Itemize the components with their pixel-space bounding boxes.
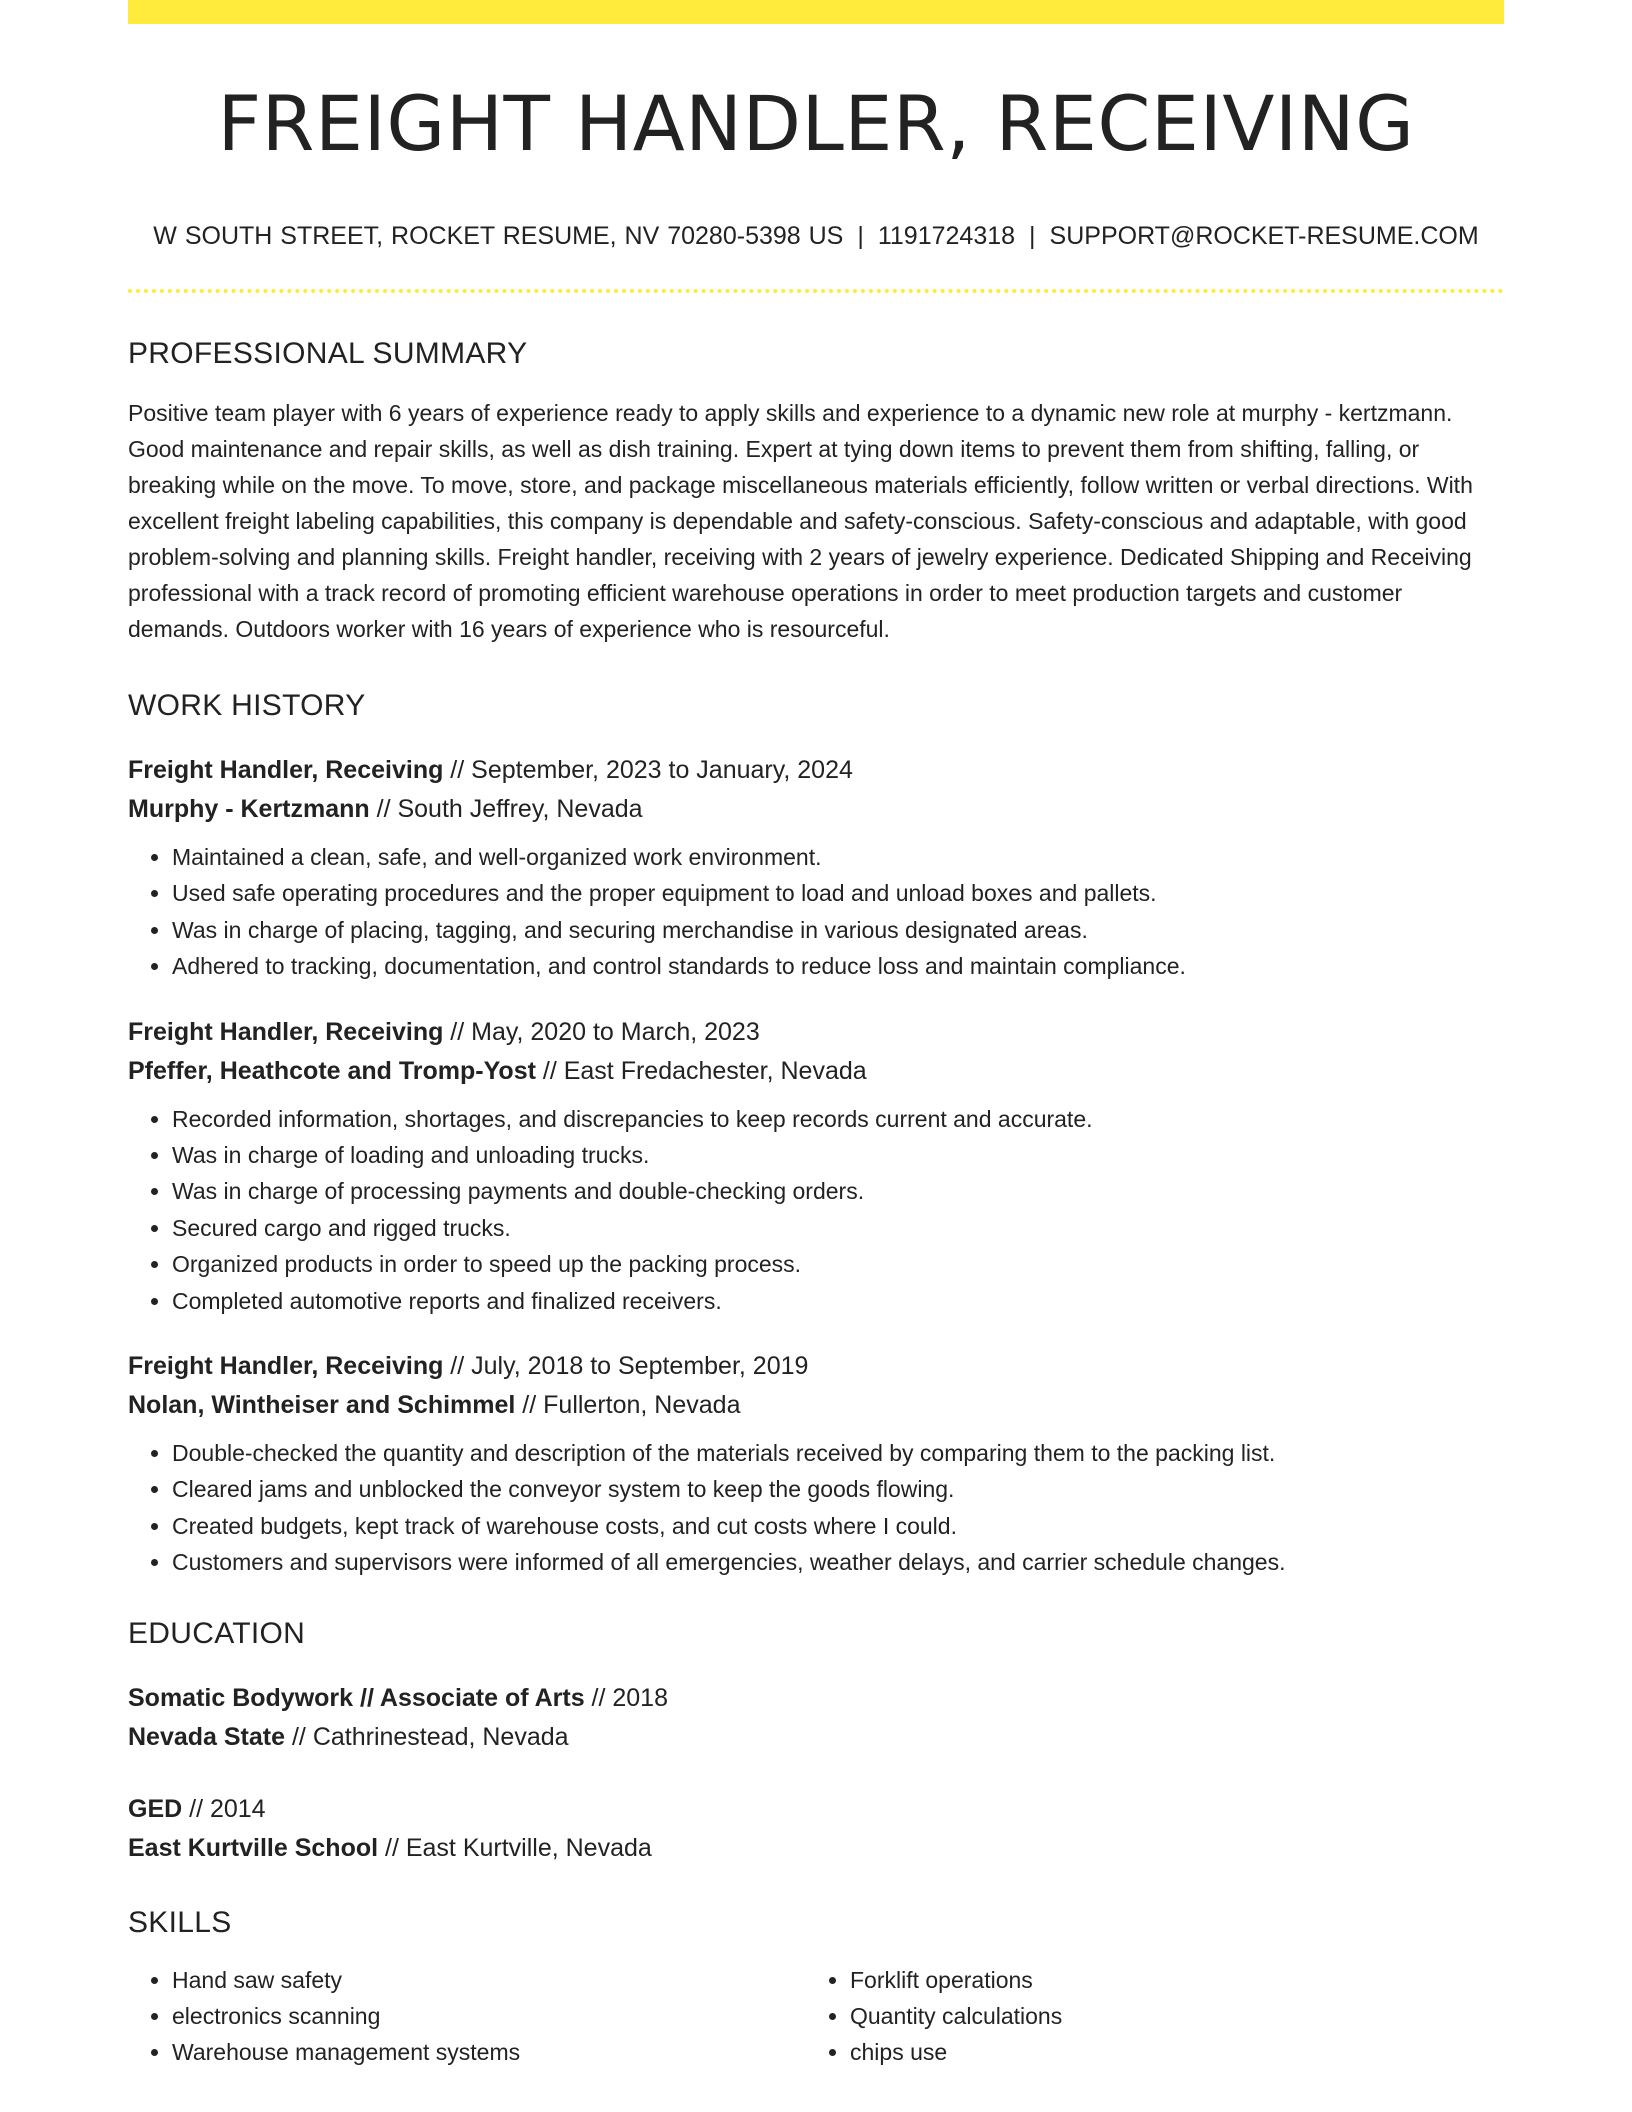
job-company: Nolan, Wintheiser and Schimmel [128,1391,516,1420]
job-role: Freight Handler, Receiving [128,1017,444,1046]
job-company-line [128,790,1504,829]
job-dates: // May, 2020 to March, 2023 [443,1017,760,1046]
job-bullets [128,1435,1504,1581]
job-location: // East Fredachester, Nevada [535,1056,867,1085]
education-location: // East Kurtville, Nevada [378,1833,652,1862]
contact-separator: | [857,222,864,250]
list-item: • electronics scanning [172,1998,806,2034]
education-degree: GED [128,1794,183,1823]
list-item: • Completed automotive reports and finalized receivers. [172,1283,1504,1319]
education-entry [128,1679,1504,1757]
contact-email: SUPPORT@ROCKET-RESUME.COM [1049,222,1479,250]
dotted-divider [128,289,1504,293]
skills-columns [128,1962,1504,2070]
job-location: // South Jeffrey, Nevada [369,795,643,823]
job-company-line [128,1052,1504,1091]
section-title-summary: PROFESSIONAL SUMMARY [128,337,528,370]
list-item: • Cleared jams and unblocked the conveyor system to keep the goods flowing. [172,1471,1504,1507]
education-year: // 2018 [584,1683,668,1712]
education-school-line [128,1718,1504,1757]
list-item: • Recorded information, shortages, and discrepancies to keep records current and accurate. [172,1101,1504,1137]
accent-top-bar [128,0,1504,24]
education-degree: Somatic Bodywork // Associate of Arts [128,1683,585,1712]
skills-left-column [128,1962,806,2070]
education-degree-line [128,1679,1504,1718]
section-title-skills: SKILLS [128,1905,232,1939]
resume-page [128,0,1504,2070]
contact-address: W SOUTH STREET, ROCKET RESUME, NV 70280-5398 US [153,222,844,250]
list-item: • Organized products in order to speed up the packing process. [172,1246,1504,1282]
section-title-work-history: WORK HISTORY [128,689,366,722]
job-role: Freight Handler, Receiving [128,1352,444,1381]
job-entry [128,751,1504,985]
section-title-education: EDUCATION [128,1616,306,1650]
education-school-line [128,1829,1504,1868]
list-item: • Quantity calculations [850,1998,1484,2034]
education-degree-line [128,1790,1504,1829]
education-location: // Cathrinestead, Nevada [285,1722,569,1751]
job-role: Freight Handler, Receiving [128,756,444,784]
job-bullets [128,1101,1504,1319]
job-entry [128,1347,1504,1581]
list-item: • Customers and supervisors were informed of all emergencies, weather delays, and carrier schedule changes. [172,1544,1504,1580]
job-dates: // July, 2018 to September, 2019 [443,1352,809,1381]
contact-phone: 1191724318 [877,222,1016,250]
job-dates: // September, 2023 to January, 2024 [443,756,853,784]
list-item: • Maintained a clean, safe, and well-organized work environment. [172,839,1504,875]
list-item: • Secured cargo and rigged trucks. [172,1210,1504,1246]
list-item: • Was in charge of loading and unloading trucks. [172,1137,1504,1173]
candidate-name: FREIGHT HANDLER, RECEIVING [217,79,1415,168]
education-entry [128,1790,1504,1868]
list-item: • chips use [850,2034,1484,2070]
job-company: Pfeffer, Heathcote and Tromp-Yost [128,1056,536,1085]
list-item: • Used safe operating procedures and the proper equipment to load and unload boxes and pallets. [172,875,1504,911]
job-company-line [128,1386,1504,1425]
job-location: // Fullerton, Nevada [515,1391,741,1420]
list-item: • Was in charge of placing, tagging, and securing merchandise in various designated areas. [172,912,1504,948]
list-item: • Was in charge of processing payments and double-checking orders. [172,1173,1504,1209]
list-item: • Forklift operations [850,1962,1484,1998]
skills-right-column [806,1962,1484,2070]
summary-text: Positive team player with 6 years of experience ready to apply skills and experience to a dynamic new role at murphy - kertzmann. Good maintenance and repair skills, as well as dish training. Expert at tying down items to prevent them from shifting, falling, or breaking while on the move. To move, store, and package miscellaneous materials efficiently, follow written or verbal directions. With excellent freight labeling capabilities, this company is dependable and safety-conscious. Safety-conscious and adaptable, with good problem-solving and planning skills. Freight handler, receiving with 2 years of jewelry experience. Dedicated Shipping and Receiving professional with a track record of promoting efficient warehouse operations in order to meet production targets and customer demands. Outdoors worker with 16 years of experience who is resourceful. [128,400,1473,642]
list-item: • Created budgets, kept track of warehouse costs, and cut costs where I could. [172,1508,1504,1544]
job-entry [128,1013,1504,1319]
job-bullets [128,839,1504,985]
job-title-line [128,751,1504,790]
list-item: • Hand saw safety [172,1962,806,1998]
contact-line [128,224,1504,249]
contact-separator: | [1029,222,1036,250]
job-title-line [128,1347,1504,1386]
education-year: // 2014 [182,1794,266,1823]
job-company: Murphy - Kertzmann [128,795,370,823]
list-item: • Double-checked the quantity and description of the materials received by comparing them to the packing list. [172,1435,1504,1471]
list-item: • Adhered to tracking, documentation, and control standards to reduce loss and maintain compliance. [172,948,1504,984]
list-item: • Warehouse management systems [172,2034,806,2070]
job-title-line [128,1013,1504,1052]
education-school: East Kurtville School [128,1833,379,1862]
education-school: Nevada State [128,1722,286,1751]
